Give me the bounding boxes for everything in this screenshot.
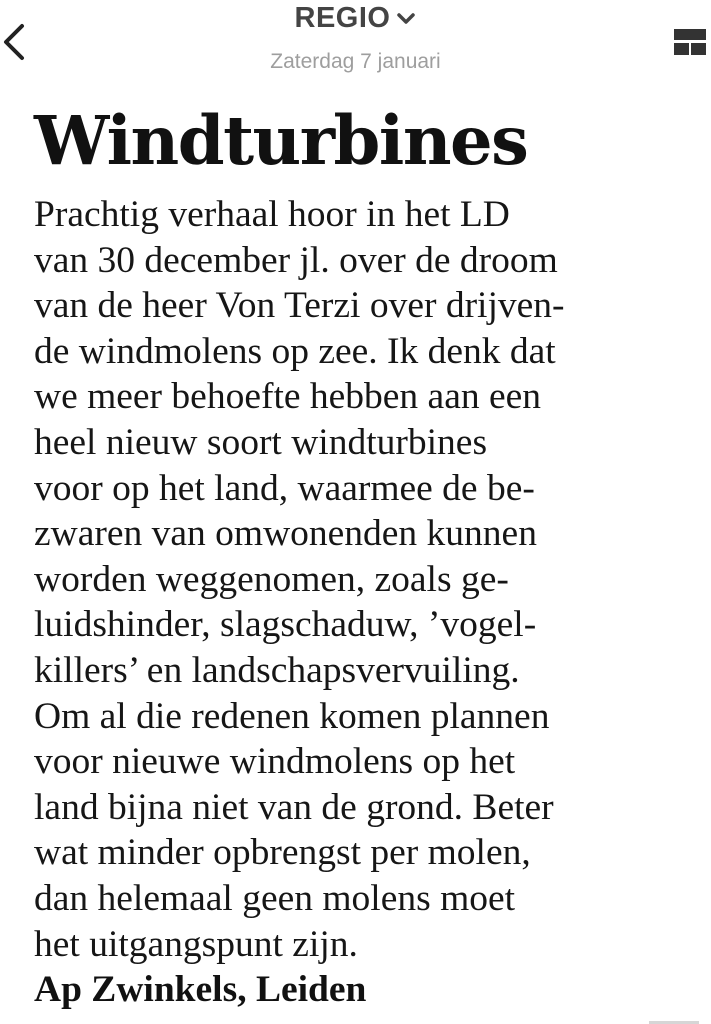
article-body-line: luidshinder, slagschaduw, ’vogel- (34, 604, 537, 646)
article-body-line: we meer behoefte hebben aan een (34, 376, 542, 418)
article-body-line: Om al die redenen komen plannen (34, 695, 550, 737)
article (34, 100, 706, 1012)
article-body-line: van 30 december jl. over de droom (34, 239, 558, 281)
layout-toggle-button[interactable] (673, 27, 707, 57)
article-body-line: heel nieuw soort windturbines (34, 421, 488, 463)
article-body-line: Prachtig verhaal hoor in het LD (34, 194, 510, 235)
article-body-line: wat minder opbrengst per molen, (34, 832, 531, 874)
article-headline: Windturbines (34, 101, 528, 180)
article-body-line: voor nieuwe windmolens op het (34, 741, 516, 783)
article-body-line: het uitgangspunt zijn. (34, 923, 358, 965)
section-dropdown-button[interactable] (295, 0, 417, 36)
article-body-line: de windmolens op zee. Ik denk dat (34, 330, 556, 372)
article-body-line: voor op het land, waarmee de be- (34, 467, 535, 509)
issue-date: Zaterdag 7 januari (270, 50, 441, 73)
top-bar (0, 0, 711, 90)
article-body-line: van de heer Von Terzi over drijven- (34, 285, 565, 327)
grid-layout-icon (673, 27, 707, 57)
chevron-down-icon (396, 12, 416, 26)
article-body-line: killers’ en landschapsvervuiling. (34, 649, 520, 691)
article-body-line: zwaren van omwonenden kunnen (34, 513, 537, 555)
article-body-line: dan helemaal geen molens moet (34, 877, 516, 919)
section-label: REGIO (294, 2, 391, 34)
article-body-line: worden weggenomen, zoals ge- (34, 558, 509, 600)
article-body (34, 192, 706, 967)
section-selector (0, 0, 711, 36)
article-author: Ap Zwinkels, Leiden (34, 969, 367, 1011)
article-body-line: land bijna niet van de grond. Beter (34, 786, 554, 828)
